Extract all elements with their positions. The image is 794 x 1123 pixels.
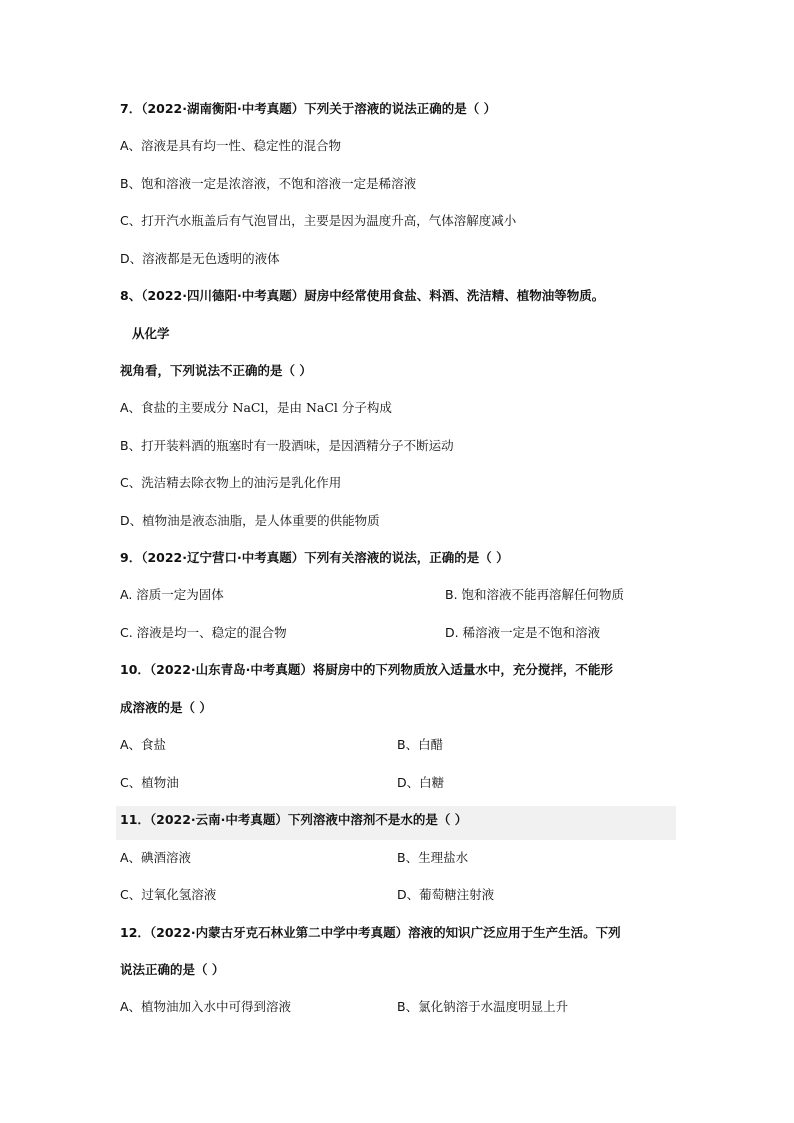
q12-stem-line2: 说法正确的是（ ） <box>120 962 225 977</box>
q11-option-a: A、碘酒溶液 <box>120 850 192 865</box>
q12-option-a: A、植物油加入水中可得到溶液 <box>120 999 292 1014</box>
q12-stem-line1: 12．（2022·内蒙古牙克石林业第二中学中考真题）溶液的知识广泛应用于生产生活。下列 <box>120 925 621 940</box>
q7-option-c: C、打开汽水瓶盖后有气泡冒出，主要是因为温度升高，气体溶解度减小 <box>120 213 517 228</box>
q9-option-c: C. 溶液是均一、稳定的混合物 <box>120 625 287 640</box>
q11-option-c: C、过氧化氢溶液 <box>120 887 217 902</box>
q8-option-c: C、洗洁精去除衣物上的油污是乳化作用 <box>120 475 342 490</box>
q9-stem: 9．（2022·辽宁营口·中考真题）下列有关溶液的说法，正确的是（ ） <box>120 550 509 565</box>
q8-option-a <box>120 400 392 416</box>
q7-option-a: A、溶液是具有均一性、稳定性的混合物 <box>120 138 342 153</box>
q10-stem-line2: 成溶液的是（ ） <box>120 700 212 715</box>
q10-option-a: A、食盐 <box>120 737 167 752</box>
q9-option-b: B. 饱和溶液不能再溶解任何物质 <box>445 587 625 602</box>
formula-nacl-2: NaCl <box>305 400 338 415</box>
q9-option-a: A. 溶质一定为固体 <box>120 587 224 602</box>
q8-option-a-post: 分子构成 <box>337 400 392 415</box>
q10-option-d: D、白糖 <box>397 775 445 790</box>
q7-option-b: B、饱和溶液一定是浓溶液，不饱和溶液一定是稀溶液 <box>120 176 417 191</box>
q8-option-a-mid: ，是由 <box>264 400 306 415</box>
q8-stem-line1: 8、（2022·四川德阳·中考真题）厨房中经常使用食盐、料酒、洗洁精、植物油等物质。 <box>120 288 605 303</box>
q7-option-d: D、溶液都是无色透明的液体 <box>120 251 280 266</box>
q10-stem-line1: 10．（2022·山东青岛·中考真题）将厨房中的下列物质放入适量水中，充分搅拌，不能形 <box>120 662 613 677</box>
q10-option-c: C、植物油 <box>120 775 179 790</box>
q12-option-b: B、氯化钠溶于水温度明显上升 <box>397 999 569 1014</box>
q8-stem-line2: 从化学 <box>132 326 170 341</box>
q10-option-b: B、白醋 <box>397 737 444 752</box>
q8-option-d: D、植物油是液态油脂，是人体重要的供能物质 <box>120 513 380 528</box>
q11-option-b: B、生理盐水 <box>397 850 469 865</box>
q8-option-b: B、打开装料酒的瓶塞时有一股酒味，是因酒精分子不断运动 <box>120 438 454 453</box>
q7-stem: 7．（2022·湖南衡阳·中考真题）下列关于溶液的说法正确的是（ ） <box>120 101 497 116</box>
formula-nacl-1: NaCl <box>232 400 265 415</box>
q8-option-a-pre: A、食盐的主要成分 <box>120 400 233 415</box>
q9-option-d: D. 稀溶液一定是不饱和溶液 <box>445 625 601 640</box>
q11-stem: 11．（2022·云南·中考真题）下列溶液中溶剂不是水的是（ ） <box>120 812 468 827</box>
q8-stem-line3: 视角看，下列说法不正确的是（ ） <box>120 363 312 378</box>
q11-option-d: D、葡萄糖注射液 <box>397 887 495 902</box>
